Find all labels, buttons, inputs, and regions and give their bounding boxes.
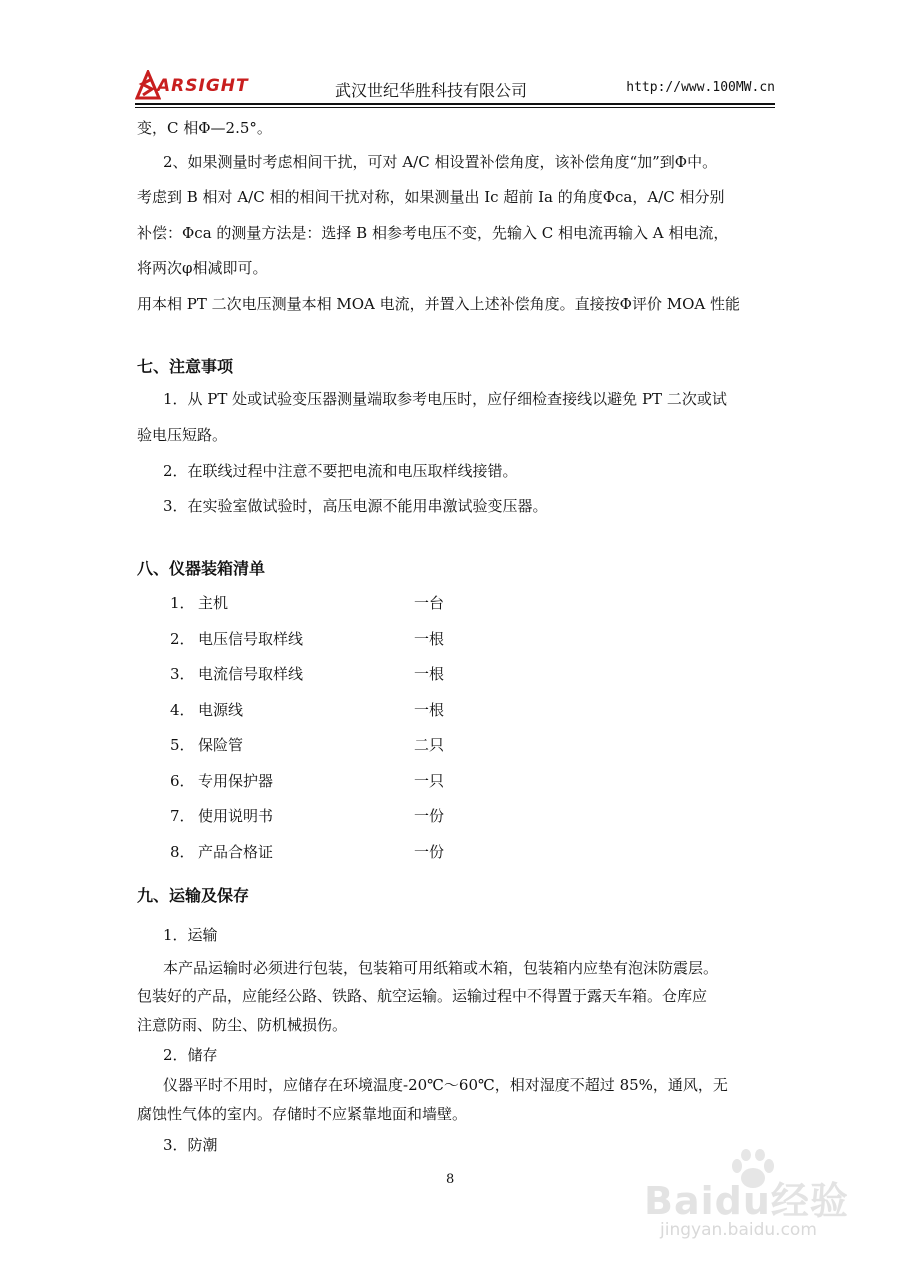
text-line: 2、如果测量时考虑相间干扰，可对 A/C 相设置补偿角度，该补偿角度“加”到Φ中。 xyxy=(163,153,718,171)
watermark-brand: Baidu经验 xyxy=(644,1179,849,1223)
item-name: 主机 xyxy=(198,594,229,612)
text-line: 变，C 相Φ—2.5°。 xyxy=(137,119,272,137)
text-line: 腐蚀性气体的室内。存储时不应紧靠地面和墙壁。 xyxy=(137,1105,468,1123)
item-number: 5． xyxy=(170,736,195,754)
item-number: 7． xyxy=(170,807,195,825)
item-quantity: 一份 xyxy=(414,807,445,825)
text-line: 2．在联线过程中注意不要把电流和电压取样线接错。 xyxy=(163,462,518,480)
text-line: 补偿：Φca 的测量方法是：选择 B 相参考电压不变，先输入 C 相电流再输入 A 相电流， xyxy=(137,224,729,242)
item-quantity: 一根 xyxy=(414,630,445,648)
text-line: 本产品运输时必须进行包装，包装箱可用纸箱或木箱，包装箱内应垫有泡沫防震层。 xyxy=(163,959,719,977)
page-header xyxy=(135,68,775,104)
company-logo xyxy=(135,68,265,102)
section-heading-9: 九、运输及保存 xyxy=(137,886,250,905)
item-number: 6． xyxy=(170,772,195,790)
item-name: 使用说明书 xyxy=(198,807,274,825)
item-quantity: 一只 xyxy=(414,772,445,790)
item-name: 电源线 xyxy=(198,701,244,719)
text-line: 1．从 PT 处或试验变压器测量端取参考电压时，应仔细检查接线以避免 PT 二次或试 xyxy=(163,390,727,408)
text-line: 将两次φ相减即可。 xyxy=(137,259,268,277)
text-line: 验电压短路。 xyxy=(137,426,228,444)
item-number: 2． xyxy=(170,630,195,648)
item-quantity: 一台 xyxy=(414,594,445,612)
logo-text: ARSIGHT xyxy=(157,76,249,96)
subheading: 2．储存 xyxy=(163,1046,218,1064)
item-number: 8． xyxy=(170,843,195,861)
item-quantity: 一根 xyxy=(414,701,445,719)
item-name: 专用保护器 xyxy=(198,772,274,790)
text-line: 用本相 PT 二次电压测量本相 MOA 电流，并置入上述补偿角度。直接按Φ评价 MOA 性能 xyxy=(137,295,740,313)
watermark-url: jingyan.baidu.com xyxy=(660,1220,817,1240)
item-name: 电流信号取样线 xyxy=(198,665,304,683)
header-divider xyxy=(135,103,775,105)
text-line: 仪器平时不用时，应储存在环境温度-20℃～60℃，相对湿度不超过 85%，通风，无 xyxy=(163,1076,728,1094)
company-name: 武汉世纪华胜科技有限公司 xyxy=(335,81,528,100)
subheading: 1．运输 xyxy=(163,926,218,944)
item-number: 4． xyxy=(170,701,195,719)
item-quantity: 一份 xyxy=(414,843,445,861)
text-line: 注意防雨、防尘、防机械损伤。 xyxy=(137,1016,348,1034)
header-divider-thin xyxy=(135,107,775,108)
website-url: http://www.100MW.cn xyxy=(626,80,775,95)
baidu-watermark xyxy=(640,1148,890,1258)
item-name: 产品合格证 xyxy=(198,843,274,861)
item-number: 1． xyxy=(170,594,195,612)
text-line: 包装好的产品，应能经公路、铁路、航空运输。运输过程中不得置于露天车箱。仓库应 xyxy=(137,987,708,1005)
item-quantity: 一根 xyxy=(414,665,445,683)
item-number: 3． xyxy=(170,665,195,683)
text-line: 考虑到 B 相对 A/C 相的相间干扰对称，如果测量出 Ic 超前 Ia 的角度Φca，A/C 相分别 xyxy=(137,188,725,206)
section-heading-7: 七、注意事项 xyxy=(137,357,234,376)
subheading: 3．防潮 xyxy=(163,1136,218,1154)
section-heading-8: 八、仪器装箱清单 xyxy=(137,559,266,578)
item-name: 保险管 xyxy=(198,736,244,754)
item-quantity: 二只 xyxy=(414,736,445,754)
text-line: 3．在实验室做试验时，高压电源不能用串激试验变压器。 xyxy=(163,497,548,515)
page-number: 8 xyxy=(446,1172,455,1187)
item-name: 电压信号取样线 xyxy=(198,630,304,648)
